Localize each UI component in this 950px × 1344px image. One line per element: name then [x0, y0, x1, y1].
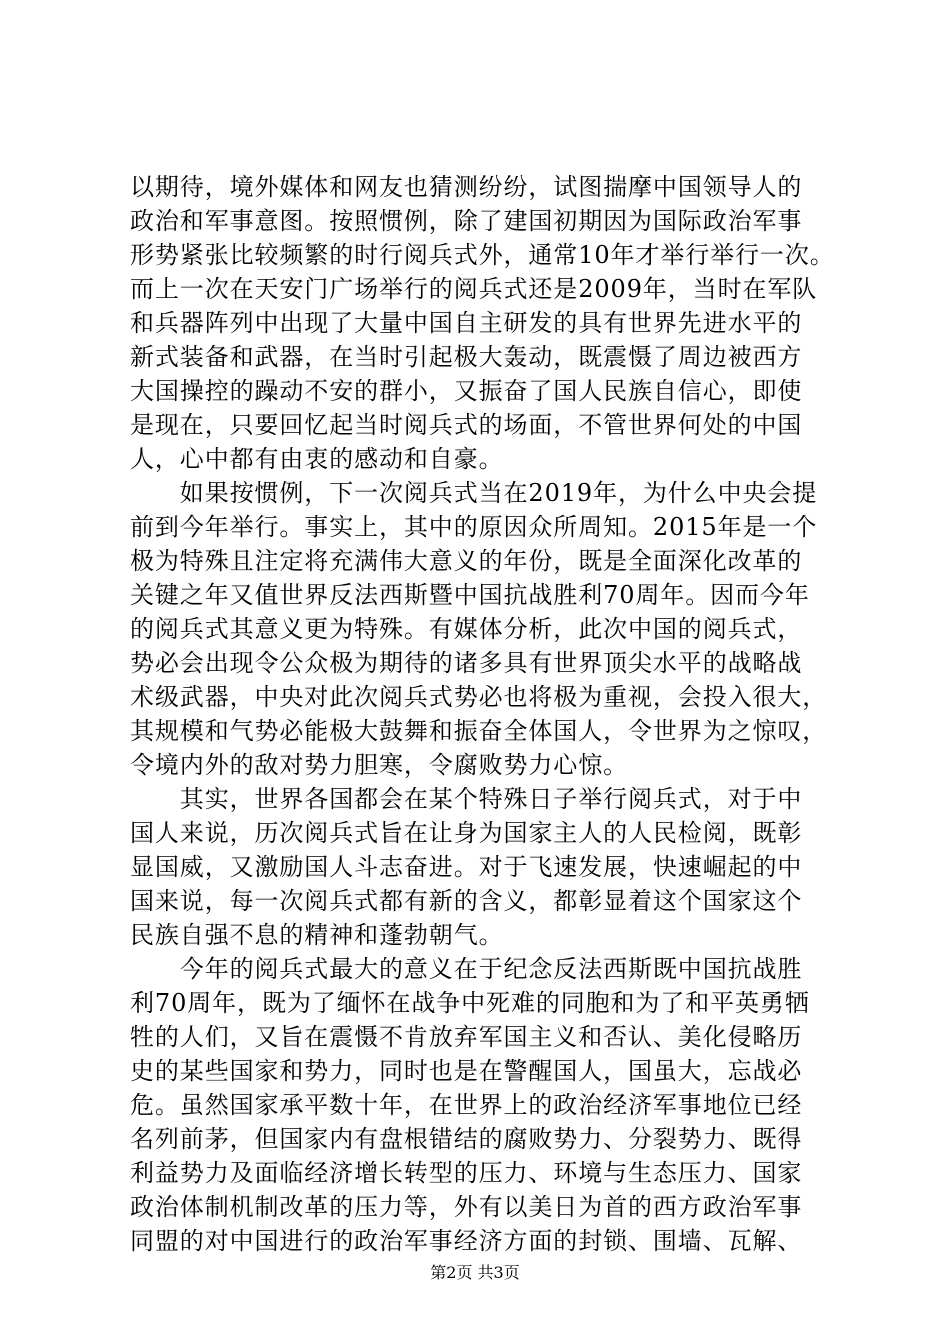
text-line: 利益势力及面临经济增长转型的压力、环境与生态压力、国家	[130, 1159, 803, 1187]
text-line: 利70周年，既为了缅怀在战争中死难的同胞和为了和平英勇牺	[130, 989, 810, 1017]
text-line: 极为特殊且注定将充满伟大意义的年份，既是全面深化改革的	[130, 547, 803, 575]
text-line: 如果按惯例，下一次阅兵式当在2019年，为什么中央会提	[130, 479, 818, 507]
text-line: 术级武器，中央对此次阅兵式势必也将极为重视，会投入很大，	[130, 683, 828, 711]
text-line: 牲的人们，又旨在震慑不肯放弃军国主义和否认、美化侵略历	[130, 1023, 803, 1051]
text-line: 形势紧张比较频繁的时行阅兵式外，通常10年才举行举行一次。	[130, 241, 835, 269]
text-line: 名列前茅，但国家内有盘根错结的腐败势力、分裂势力、既得	[130, 1125, 803, 1153]
text-line: 显国威，又激励国人斗志奋进。对于飞速发展，快速崛起的中	[130, 853, 803, 881]
text-line: 而上一次在天安门广场举行的阅兵式还是2009年，当时在军队	[130, 275, 818, 303]
text-line: 关键之年又值世界反法西斯暨中国抗战胜利70周年。因而今年	[130, 581, 810, 609]
text-line: 危。虽然国家承平数十年，在世界上的政治经济军事地位已经	[130, 1091, 803, 1119]
text-line: 是现在，只要回忆起当时阅兵式的场面，不管世界何处的中国	[130, 411, 803, 439]
text-line: 其实，世界各国都会在某个特殊日子举行阅兵式，对于中	[130, 785, 803, 813]
text-line: 同盟的对中国进行的政治军事经济方面的封锁、围墙、瓦解、	[130, 1227, 803, 1255]
text-line: 的阅兵式其意义更为特殊。有媒体分析，此次中国的阅兵式，	[130, 615, 803, 643]
text-line: 以期待，境外媒体和网友也猜测纷纷，试图揣摩中国领导人的	[130, 173, 803, 201]
text-line: 政治和军事意图。按照惯例，除了建国初期因为国际政治军事	[130, 207, 803, 235]
text-line: 史的某些国家和势力，同时也是在警醒国人，国虽大，忘战必	[130, 1057, 803, 1085]
text-line: 人，心中都有由衷的感动和自豪。	[130, 445, 504, 473]
text-line: 前到今年举行。事实上，其中的原因众所周知。2015年是一个	[130, 513, 818, 541]
text-line: 势必会出现令公众极为期待的诸多具有世界顶尖水平的战略战	[130, 649, 803, 677]
text-line: 今年的阅兵式最大的意义在于纪念反法西斯既中国抗战胜	[130, 955, 803, 983]
body-text	[130, 170, 850, 1258]
text-line: 和兵器阵列中出现了大量中国自主研发的具有世界先进水平的	[130, 309, 803, 337]
text-line: 新式装备和武器，在当时引起极大轰动，既震慑了周边被西方	[130, 343, 803, 371]
page-footer: 第2页 共3页	[430, 1263, 520, 1282]
text-line: 政治体制机制改革的压力等，外有以美日为首的西方政治军事	[130, 1193, 803, 1221]
text-line: 其规模和气势必能极大鼓舞和振奋全体国人，令世界为之惊叹，	[130, 717, 828, 745]
text-line: 国人来说，历次阅兵式旨在让身为国家主人的人民检阅，既彰	[130, 819, 803, 847]
text-line: 令境内外的敌对势力胆寒，令腐败势力心惊。	[130, 751, 628, 779]
text-line: 国来说，每一次阅兵式都有新的含义，都彰显着这个国家这个	[130, 887, 803, 915]
text-line: 大国操控的躁动不安的群小，又振奋了国人民族自信心，即使	[130, 377, 803, 405]
text-line: 民族自强不息的精神和蓬勃朝气。	[130, 921, 504, 949]
